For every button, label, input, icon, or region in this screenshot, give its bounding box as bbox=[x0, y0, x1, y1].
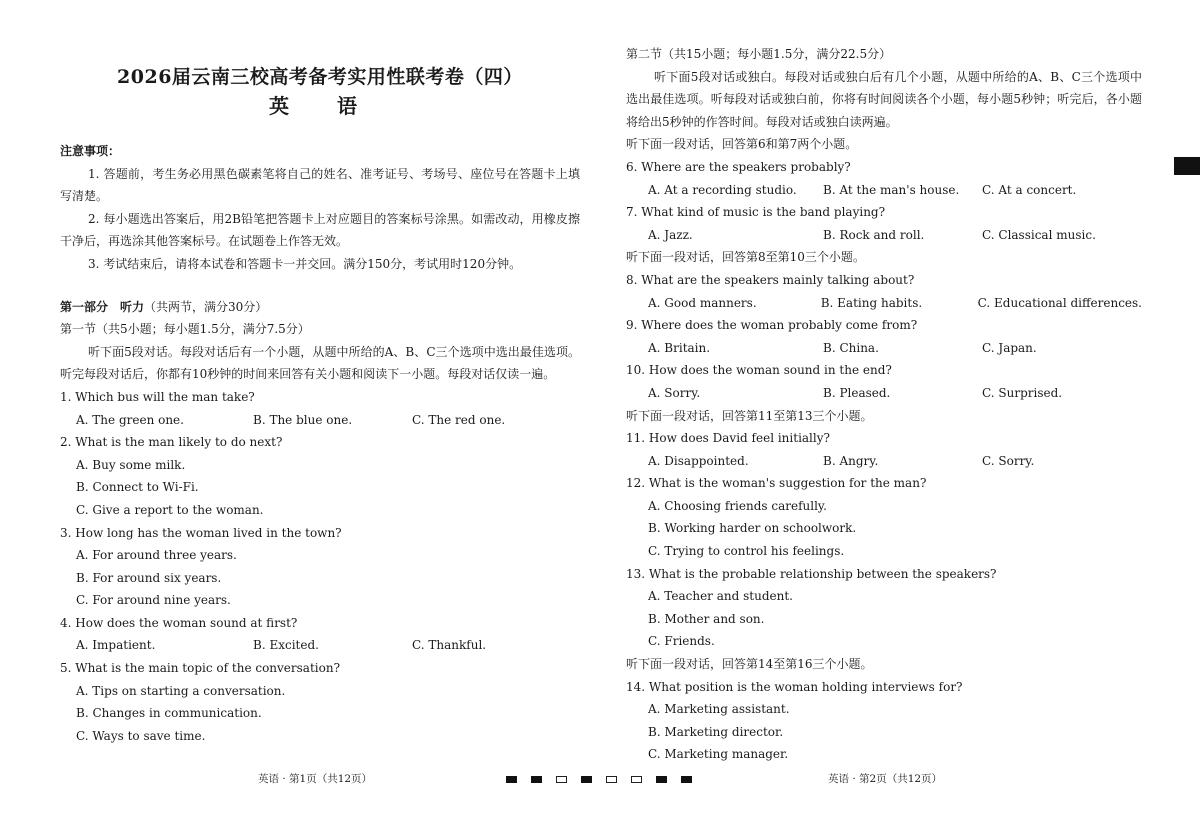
section-heading: 第二节（共15小题；每小题1.5分，满分22.5分） bbox=[626, 47, 892, 61]
right-content bbox=[626, 43, 1142, 766]
option-b: B. Eating habits. bbox=[820, 295, 923, 310]
option-b: B. Changes in communication. bbox=[76, 706, 262, 721]
option-a: A. Marketing assistant. bbox=[648, 702, 790, 717]
registration-mark bbox=[556, 776, 567, 783]
option-a: A. Impatient. bbox=[76, 638, 156, 653]
part-label: 第一部分 听力 bbox=[60, 299, 145, 314]
option-a: A. Choosing friends carefully. bbox=[648, 498, 827, 513]
option-b: B. Connect to Wi-Fi. bbox=[76, 480, 199, 495]
options-row bbox=[626, 224, 1142, 247]
option-c: C. Educational differences. bbox=[977, 295, 1142, 310]
option-c: C. For around nine years. bbox=[76, 593, 231, 608]
option-c: C. Friends. bbox=[648, 634, 715, 649]
option-b: B. For around six years. bbox=[76, 570, 222, 585]
option-c: C. Marketing manager. bbox=[648, 747, 789, 762]
part-heading bbox=[60, 296, 580, 319]
option-c: C. Surprised. bbox=[982, 385, 1063, 400]
question-text: 1. Which bus will the man take? bbox=[60, 389, 255, 404]
question-list bbox=[60, 386, 580, 748]
instruction-line: 听下面一段对话，回答第6和第7两个小题。 bbox=[626, 137, 858, 152]
question-text: 6. Where are the speakers probably? bbox=[626, 159, 851, 174]
option-b: B. Pleased. bbox=[823, 385, 891, 400]
registration-mark bbox=[531, 776, 542, 783]
option-c: C. Ways to save time. bbox=[76, 728, 206, 743]
note-item: 3. 考试结束后，请将本试卷和答题卡一并交回。满分150分，考试用时120分钟。 bbox=[88, 256, 522, 271]
option-c: C. Give a report to the woman. bbox=[76, 502, 264, 517]
question-text: 10. How does the woman sound in the end? bbox=[626, 363, 892, 378]
option-b: B. Excited. bbox=[253, 638, 319, 653]
note-item: 1. 答题前，考生务必用黑色碳素笔将自己的姓名、准考证号、考场号、座位号在答题卡上填写清楚。 bbox=[60, 166, 580, 204]
question-text: 7. What kind of music is the band playing? bbox=[626, 205, 886, 220]
option-c: C. Thankful. bbox=[412, 638, 487, 653]
options-row bbox=[626, 450, 1142, 473]
registration-mark bbox=[606, 776, 617, 783]
notes-heading: 注意事项： bbox=[60, 144, 121, 158]
option-c: C. Japan. bbox=[982, 340, 1037, 355]
option-b: B. Mother and son. bbox=[648, 611, 765, 626]
registration-mark bbox=[506, 776, 517, 783]
question-text: 5. What is the main topic of the conversation? bbox=[60, 661, 341, 676]
question-text: 9. Where does the woman probably come from? bbox=[626, 318, 918, 333]
section-intro: 听下面5段对话。每段对话后有一个小题，从题中所给的A、B、C三个选项中选出最佳选项。听完每段对话后，你都有10秒钟的时间来回答有关小题和阅读下一小题。每段对话仅读一遍。 bbox=[60, 344, 580, 382]
option-a: A. Tips on starting a conversation. bbox=[76, 683, 286, 698]
registration-mark bbox=[581, 776, 592, 783]
option-b: B. The blue one. bbox=[253, 412, 353, 427]
section-intro: 听下面5段对话或独白。每段对话或独白后有几个小题，从题中所给的A、B、C三个选项中选出最佳选项。听每段对话或独白前，你将有时间阅读各个小题，每小题5秒钟；听完后，各小题将给出5秒钟的作答时间。每段对话或独白读两遍。 bbox=[626, 69, 1142, 129]
question-text: 2. What is the man likely to do next? bbox=[60, 435, 283, 450]
option-a: A. For around three years. bbox=[76, 548, 237, 563]
option-a: A. Britain. bbox=[648, 340, 711, 355]
option-c: C. Trying to control his feelings. bbox=[648, 544, 845, 559]
option-b: B. China. bbox=[823, 340, 879, 355]
instruction-line: 听下面一段对话，回答第14至第16三个小题。 bbox=[626, 657, 873, 672]
question-list bbox=[626, 133, 1142, 766]
left-page-footer: 英语 · 第1页（共12页） bbox=[258, 773, 373, 785]
option-a: A. The green one. bbox=[76, 412, 184, 427]
option-a: A. Disappointed. bbox=[648, 453, 749, 468]
section-heading: 第一节（共5小题；每小题1.5分，满分7.5分） bbox=[60, 322, 310, 337]
subject-title: 英 语 bbox=[269, 94, 371, 118]
question-text: 4. How does the woman sound at first? bbox=[60, 615, 298, 630]
left-content bbox=[60, 140, 580, 747]
options-row bbox=[626, 382, 1142, 405]
edge-tab-mark bbox=[1174, 157, 1200, 175]
options-row bbox=[60, 409, 580, 432]
exam-title: 2026届云南三校高考备考实用性联考卷（四） bbox=[117, 66, 523, 88]
title-block bbox=[60, 64, 580, 120]
option-a: A. Jazz. bbox=[648, 227, 693, 242]
question-text: 12. What is the woman's suggestion for the man? bbox=[626, 476, 927, 491]
option-c: C. At a concert. bbox=[982, 182, 1077, 197]
option-c: C. Sorry. bbox=[982, 453, 1035, 468]
instruction-line: 听下面一段对话，回答第11至第13三个小题。 bbox=[626, 408, 873, 423]
right-page bbox=[626, 0, 1142, 826]
question-text: 3. How long has the woman lived in the town? bbox=[60, 525, 342, 540]
right-page-footer: 英语 · 第2页（共12页） bbox=[828, 773, 943, 785]
option-b: B. Rock and roll. bbox=[823, 227, 925, 242]
option-a: A. Good manners. bbox=[648, 295, 757, 310]
option-b: B. Working harder on schoolwork. bbox=[648, 521, 857, 536]
options-row bbox=[626, 337, 1142, 360]
note-item: 2. 每小题选出答案后，用2B铅笔把答题卡上对应题目的答案标号涂黑。如需改动，用橡皮擦干净后，再选涂其他答案标号。在试题卷上作答无效。 bbox=[60, 211, 580, 249]
question-text: 14. What position is the woman holding interviews for? bbox=[626, 679, 963, 694]
options-row bbox=[60, 634, 580, 657]
options-row bbox=[626, 292, 1142, 315]
option-b: B. Marketing director. bbox=[648, 724, 784, 739]
left-page bbox=[60, 0, 580, 826]
question-text: 8. What are the speakers mainly talking about? bbox=[626, 272, 915, 287]
option-b: B. Angry. bbox=[823, 453, 879, 468]
option-c: C. Classical music. bbox=[982, 227, 1096, 242]
instruction-line: 听下面一段对话，回答第8至第10三个小题。 bbox=[626, 250, 865, 265]
option-c: C. The red one. bbox=[412, 412, 506, 427]
question-text: 13. What is the probable relationship between the speakers? bbox=[626, 566, 997, 581]
option-a: A. Sorry. bbox=[648, 385, 701, 400]
option-a: A. Buy some milk. bbox=[76, 457, 186, 472]
option-a: A. Teacher and student. bbox=[648, 589, 793, 604]
question-text: 11. How does David feel initially? bbox=[626, 431, 830, 446]
options-row bbox=[626, 179, 1142, 202]
part-detail: （共两节，满分30分） bbox=[144, 299, 268, 314]
option-b: B. At the man's house. bbox=[823, 182, 960, 197]
option-a: A. At a recording studio. bbox=[648, 182, 797, 197]
